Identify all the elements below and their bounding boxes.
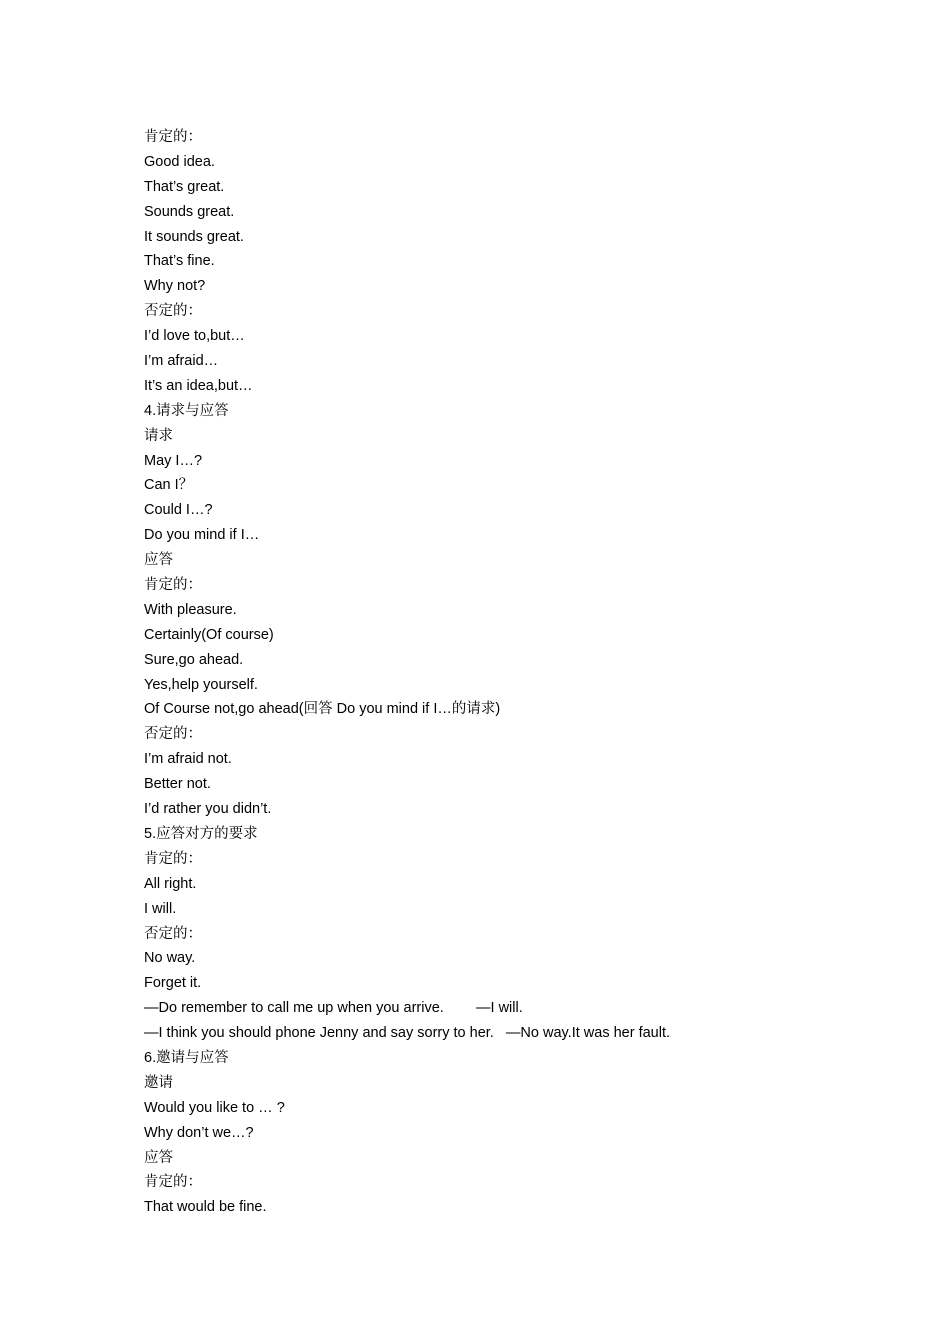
- text-line: Better not.: [144, 776, 211, 793]
- text-line: 肯定的：: [144, 1174, 202, 1191]
- text-line: All right.: [144, 875, 197, 892]
- text-line: That’s great.: [144, 178, 225, 195]
- text-line: Why not?: [144, 278, 206, 295]
- text-line: Of Course not,go ahead(回答 Do you mind if I…的请求): [144, 701, 501, 718]
- text-line: It’s an idea,but…: [144, 377, 253, 394]
- text-line: Sounds great.: [144, 203, 235, 220]
- dialogue-line: —Do remember to call me up when you arrive. —I will.: [144, 1000, 523, 1017]
- text-line: 邀请: [144, 1074, 173, 1091]
- text-line: Yes,help yourself.: [144, 676, 258, 693]
- text-line: With pleasure.: [144, 601, 237, 618]
- text-line: 肯定的：: [144, 129, 202, 145]
- text-line: 肯定的：: [144, 850, 202, 867]
- text-line: Good idea.: [144, 153, 215, 170]
- text-line: 肯定的：: [144, 577, 202, 594]
- text-line: Would you like to … ?: [144, 1099, 285, 1116]
- dialogue-line: —I think you should phone Jenny and say sorry to her. —No way.It was her fault.: [144, 1025, 671, 1042]
- text-line: Sure,go ahead.: [144, 651, 244, 668]
- section-heading: 6.邀请与应答: [144, 1049, 229, 1066]
- text-line: 请求: [144, 427, 173, 444]
- text-line: Do you mind if I…: [144, 527, 260, 544]
- section-heading: 4.请求与应答: [144, 402, 229, 419]
- text-line: I’m afraid…: [144, 353, 219, 370]
- text-line: That would be fine.: [144, 1199, 267, 1216]
- section-heading: 5.应答对方的要求: [144, 825, 258, 842]
- text-line: Forget it.: [144, 975, 202, 992]
- text-line: That’s fine.: [144, 253, 215, 270]
- text-line: Could I…?: [144, 502, 213, 519]
- text-line: 否定的：: [144, 726, 202, 743]
- text-line: May I…?: [144, 452, 203, 469]
- text-line: No way.: [144, 950, 196, 967]
- text-line: Can I？: [144, 477, 194, 494]
- text-line: Why don’t we…?: [144, 1124, 254, 1141]
- text-line: 应答: [144, 1149, 173, 1166]
- text-line: Certainly(Of course): [144, 626, 274, 643]
- text-line: 否定的：: [144, 925, 202, 942]
- text-line: It sounds great.: [144, 228, 244, 245]
- text-line: 应答: [144, 552, 173, 569]
- text-line: I’d love to,but…: [144, 328, 245, 345]
- document-body: [144, 125, 844, 1220]
- text-line: I’d rather you didn’t.: [144, 801, 272, 818]
- text-line: I will.: [144, 900, 177, 917]
- text-line: 否定的：: [144, 303, 202, 320]
- text-line: I’m afraid not.: [144, 751, 232, 768]
